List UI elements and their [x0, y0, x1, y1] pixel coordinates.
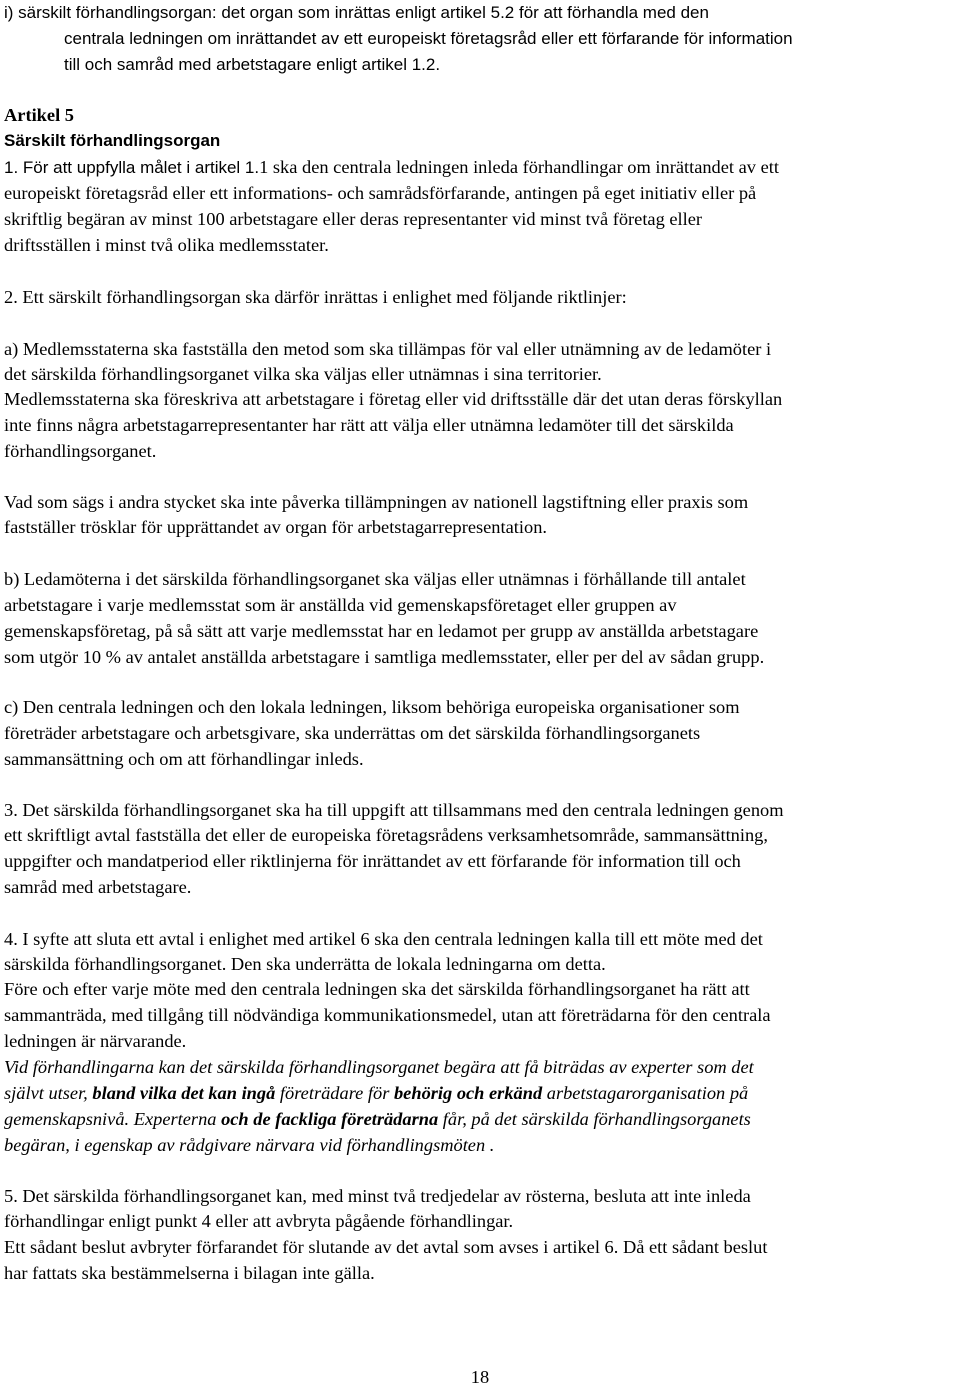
- page-number: 18: [470, 1367, 490, 1387]
- definition-i-line: i) särskilt förhandlingsorgan: det organ som inrättas enligt artikel 5.2 för att förhandla med den: [4, 3, 709, 22]
- document-page: [4, 0, 956, 1390]
- paragraph-1-line: [4, 154, 779, 181]
- paragraph-b-line: arbetstagare i varje medlemsstat som är anställda vid gemenskapsföretaget eller gruppen av: [4, 595, 677, 615]
- paragraph-1-line: skriftlig begäran av minst 100 arbetstagare eller deras representanter vid minst två företag eller: [4, 209, 703, 229]
- italic-text: företrädare för: [275, 1083, 394, 1103]
- paragraph-3-line: samråd med arbetstagare.: [4, 877, 192, 897]
- paragraph-b-line: som utgör 10 % av antalet anställda arbetstagare i samtliga medlemsstater, eller per del av sådan grupp.: [4, 647, 765, 667]
- paragraph-2: 2. Ett särskilt förhandlingsorgan ska därför inrättas i enlighet med följande riktlinjer:: [4, 287, 627, 307]
- paragraph-3-line: 3. Det särskilda förhandlingsorganet ska ha till uppgift att tillsammans med den centrala ledningen genom: [4, 800, 784, 820]
- paragraph-4-line: sammanträda, med tillgång till nödvändiga kommunikationsmedel, utan att företrädarna för den centrala: [4, 1005, 771, 1025]
- paragraph-c-line: c) Den centrala ledningen och den lokala ledningen, liksom behöriga europeiska organisationer som: [4, 697, 740, 717]
- paragraph-c-line: sammansättning och om att förhandlingar inleds.: [4, 749, 364, 769]
- paragraph-5-line: 5. Det särskilda förhandlingsorganet kan, med minst två tredjedelar av rösterna, besluta att inte inleda: [4, 1186, 751, 1206]
- paragraph-a-line: inte finns några arbetstagarrepresentanter har rätt att välja eller utnämna ledamöter till det särskilda: [4, 415, 734, 435]
- paragraph-1-lead: 1. För att uppfylla målet i artikel 1.: [4, 158, 260, 177]
- paragraph-4-italic-line: [4, 1080, 748, 1106]
- italic-text: får, på det särskilda förhandlingsorganets: [438, 1109, 751, 1129]
- paragraph-4-italic-line: Vid förhandlingarna kan det särskilda förhandlingsorganet begära att få biträdas av experter som det: [4, 1057, 754, 1077]
- paragraph-3-line: ett skriftligt avtal fastställa det eller de europeiska företagsrådens verksamhetsområde, sammansättning,: [4, 825, 768, 845]
- article-heading: Artikel 5: [4, 105, 74, 125]
- paragraph-1-lead-rest: 1 ska den centrala ledningen inleda förhandlingar om inrättandet av ett: [259, 157, 779, 177]
- definition-i-line: till och samråd med arbetstagare enligt artikel 1.2.: [64, 55, 441, 74]
- paragraph-4-line: Före och efter varje möte med den centrala ledningen ska det särskilda förhandlingsorganet ha rätt att: [4, 979, 750, 999]
- paragraph-4-italic-line: [4, 1106, 751, 1132]
- paragraph-a2-line: Vad som sägs i andra stycket ska inte påverka tillämpningen av nationell lagstiftning eller praxis som: [4, 492, 749, 512]
- paragraph-5-line: förhandlingar enligt punkt 4 eller att avbryta pågående förhandlingar.: [4, 1211, 514, 1231]
- definition-i-line: centrala ledningen om inrättandet av ett europeiskt företagsråd eller ett förfarande för information: [64, 29, 793, 48]
- paragraph-1-line: driftsställen i minst två olika medlemsstater.: [4, 235, 329, 255]
- paragraph-4-italic-line: begäran, i egenskap av rådgivare närvara vid förhandlingsmöten .: [4, 1135, 495, 1155]
- paragraph-a-line: a) Medlemsstaterna ska fastställa den metod som ska tillämpas för val eller utnämning av de ledamöter i: [4, 339, 772, 359]
- paragraph-b-line: gemenskapsföretag, på så sätt att varje medlemsstat har en ledamot per grupp av anställda arbetstagare: [4, 621, 759, 641]
- paragraph-3-line: uppgifter och mandatperiod eller riktlinjerna för inrättandet av ett förfarande för information till och: [4, 851, 741, 871]
- paragraph-a2-line: fastställer trösklar för upprättandet av organ för arbetstagarrepresentation.: [4, 517, 547, 537]
- bold-italic-text: behörig och erkänd: [393, 1083, 543, 1103]
- paragraph-a-line: Medlemsstaterna ska föreskriva att arbetstagare i företag eller vid driftsställe där det utan deras förskyllan: [4, 389, 783, 409]
- paragraph-5-line: har fattats ska bestämmelserna i bilagan inte gälla.: [4, 1263, 375, 1283]
- paragraph-a-line: förhandlingsorganet.: [4, 441, 157, 461]
- article-title: Särskilt förhandlingsorgan: [4, 131, 221, 150]
- italic-text: gemenskapsnivå. Experterna: [4, 1109, 222, 1129]
- paragraph-b-line: b) Ledamöterna i det särskilda förhandlingsorganet ska väljas eller utnämnas i förhållande till antalet: [4, 569, 746, 589]
- paragraph-1-line: europeiskt företagsråd eller ett informations- och samrådsförfarande, antingen på eget initiativ eller på: [4, 183, 757, 203]
- paragraph-5-line: Ett sådant beslut avbryter förfarandet för slutande av det avtal som avses i artikel 6. Då ett sådant beslut: [4, 1237, 768, 1257]
- paragraph-4-line: 4. I syfte att sluta ett avtal i enlighet med artikel 6 ska den centrala ledningen kalla till ett möte med det: [4, 929, 763, 949]
- paragraph-a-line: det särskilda förhandlingsorganet vilka ska väljas eller utnämnas i sina territorier.: [4, 364, 602, 384]
- italic-text: självt utser,: [4, 1083, 93, 1103]
- bold-italic-text: och de fackliga företrädarna: [221, 1109, 439, 1129]
- paragraph-c-line: företräder arbetstagare och arbetsgivare, ska underrättas om det särskilda förhandlingsorganets: [4, 723, 701, 743]
- bold-italic-text: bland vilka det kan ingå: [92, 1083, 276, 1103]
- paragraph-4-line: ledningen är närvarande.: [4, 1031, 187, 1051]
- paragraph-4-line: särskilda förhandlingsorganet. Den ska underrätta de lokala ledningarna om detta.: [4, 954, 606, 974]
- italic-text: arbetstagarorganisation på: [542, 1083, 749, 1103]
